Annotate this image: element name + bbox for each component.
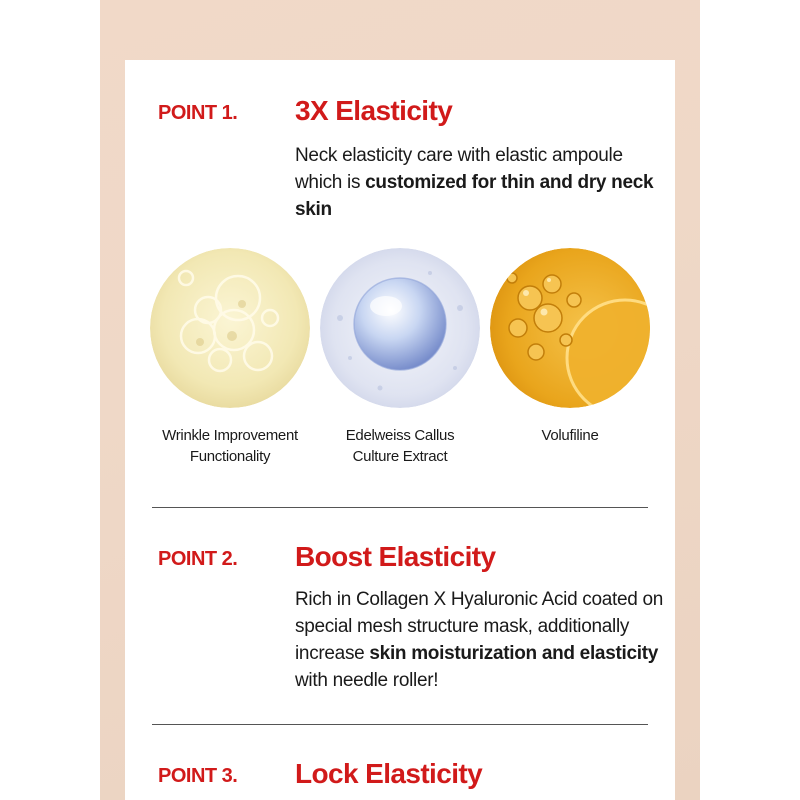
point-1-description: Neck elasticity care with elastic ampoule which is customized for thin and dry neck skin (295, 145, 654, 220)
gel-bubbles-icon (150, 248, 310, 408)
point-2-label: POINT 2. (158, 548, 238, 570)
point-3-title: Lock Elasticity (295, 758, 483, 789)
point-2-description: Rich in Collagen X Hyaluronic Acid coated on special mesh structure mask, additionally increase skin moisturization and elasticity with needle roller! (295, 589, 664, 691)
ingredient-wrinkle-label: Wrinkle Improvement Functionality (162, 427, 298, 465)
point-1-label: POINT 1. (158, 102, 238, 124)
ingredient-edelweiss-label: Edelweiss Callus Culture Extract (345, 427, 455, 465)
ingredient-wrinkle (140, 248, 320, 467)
point-3-label: POINT 3. (158, 765, 238, 787)
divider-1 (152, 507, 648, 508)
point-2-title: Boost Elasticity (295, 541, 496, 572)
ingredient-volufiline (480, 248, 660, 446)
content-card (125, 60, 675, 800)
ingredient-edelweiss (310, 248, 490, 467)
water-drop-icon (320, 248, 480, 408)
divider-2 (152, 724, 648, 725)
point-1-title: 3X Elasticity (295, 95, 453, 126)
oil-droplets-icon (490, 248, 650, 408)
ingredient-volufiline-label: Volufiline (541, 427, 599, 444)
